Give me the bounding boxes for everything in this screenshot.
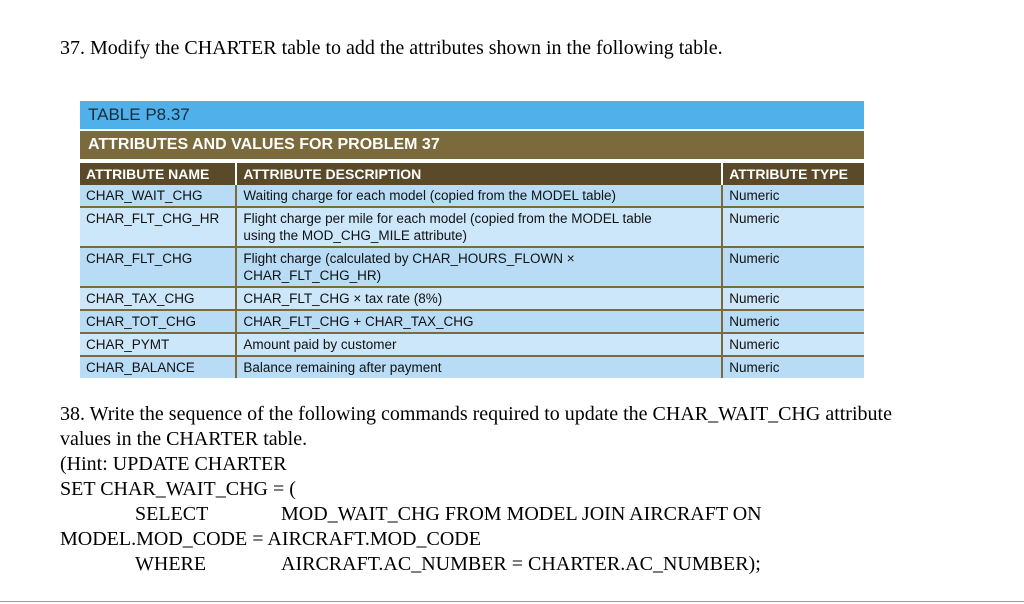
header-attribute-type: ATTRIBUTE TYPE bbox=[722, 163, 864, 185]
attribute-description-cell bbox=[236, 333, 722, 356]
attribute-name-cell: CHAR_TOT_CHG bbox=[80, 310, 236, 333]
sql-where-clause: AIRCRAFT.AC_NUMBER = CHARTER.AC_NUMBER); bbox=[281, 553, 761, 575]
attribute-type-cell: Numeric bbox=[722, 247, 864, 287]
table-row bbox=[80, 247, 864, 287]
attribute-description-cell bbox=[236, 207, 722, 247]
header-attribute-name: ATTRIBUTE NAME bbox=[80, 163, 236, 185]
question-38-block bbox=[60, 402, 1010, 577]
description-line: CHAR_FLT_CHG + CHAR_TAX_CHG bbox=[243, 314, 474, 329]
description-line: Flight charge (calculated by CHAR_HOURS_FLOWN × bbox=[243, 251, 575, 266]
table-row bbox=[80, 333, 864, 356]
sql-select-keyword: SELECT bbox=[135, 503, 209, 525]
sql-select-clause: MOD_WAIT_CHG FROM MODEL JOIN AIRCRAFT ON bbox=[281, 503, 762, 525]
attribute-description-cell bbox=[236, 247, 722, 287]
table-label: TABLE P8.37 bbox=[80, 101, 864, 129]
description-line: Waiting charge for each model (copied from the MODEL table) bbox=[243, 188, 617, 203]
description-line: Balance remaining after payment bbox=[243, 360, 442, 375]
table-header-row bbox=[80, 163, 864, 185]
table-row bbox=[80, 287, 864, 310]
attribute-name-cell: CHAR_FLT_CHG bbox=[80, 247, 236, 287]
sql-select-line bbox=[60, 502, 1010, 527]
table-row bbox=[80, 185, 864, 207]
attribute-type-cell: Numeric bbox=[722, 356, 864, 378]
sql-join-line: MODEL.MOD_CODE = AIRCRAFT.MOD_CODE bbox=[60, 528, 481, 550]
attribute-name-cell: CHAR_WAIT_CHG bbox=[80, 185, 236, 207]
table-row bbox=[80, 356, 864, 378]
attribute-description-cell bbox=[236, 185, 722, 207]
table-row bbox=[80, 207, 864, 247]
description-line: Amount paid by customer bbox=[243, 337, 397, 352]
attribute-description-cell bbox=[236, 287, 722, 310]
question-37-text: 37. Modify the CHARTER table to add the attributes shown in the following table. bbox=[60, 37, 723, 59]
attributes-table-block bbox=[80, 101, 864, 378]
sql-where-line bbox=[60, 552, 1010, 577]
attributes-table bbox=[80, 163, 864, 378]
attribute-type-cell: Numeric bbox=[722, 185, 864, 207]
attribute-type-cell: Numeric bbox=[722, 207, 864, 247]
attribute-type-cell: Numeric bbox=[722, 287, 864, 310]
attribute-type-cell: Numeric bbox=[722, 310, 864, 333]
description-line: Flight charge per mile for each model (copied from the MODEL table bbox=[243, 211, 652, 226]
attribute-type-cell: Numeric bbox=[722, 333, 864, 356]
attribute-description-cell bbox=[236, 310, 722, 333]
table-row bbox=[80, 310, 864, 333]
question-38-line: values in the CHARTER table. bbox=[60, 428, 308, 450]
attribute-name-cell: CHAR_FLT_CHG_HR bbox=[80, 207, 236, 247]
attribute-name-cell: CHAR_BALANCE bbox=[80, 356, 236, 378]
sql-where-keyword: WHERE bbox=[135, 553, 207, 575]
bottom-divider bbox=[0, 601, 1024, 602]
attribute-name-cell: CHAR_TAX_CHG bbox=[80, 287, 236, 310]
question-38-line: 38. Write the sequence of the following commands required to update the CHAR_WAIT_CHG attribute bbox=[60, 403, 892, 425]
description-line: CHAR_FLT_CHG_HR) bbox=[243, 268, 382, 283]
hint-line: (Hint: UPDATE CHARTER bbox=[60, 453, 287, 475]
attribute-name-cell: CHAR_PYMT bbox=[80, 333, 236, 356]
attribute-description-cell bbox=[236, 356, 722, 378]
hint-line: SET CHAR_WAIT_CHG = ( bbox=[60, 478, 296, 500]
description-line: using the MOD_CHG_MILE attribute) bbox=[243, 228, 467, 243]
description-line: CHAR_FLT_CHG × tax rate (8%) bbox=[243, 291, 443, 306]
table-caption: ATTRIBUTES AND VALUES FOR PROBLEM 37 bbox=[80, 131, 864, 159]
header-attribute-description: ATTRIBUTE DESCRIPTION bbox=[236, 163, 722, 185]
